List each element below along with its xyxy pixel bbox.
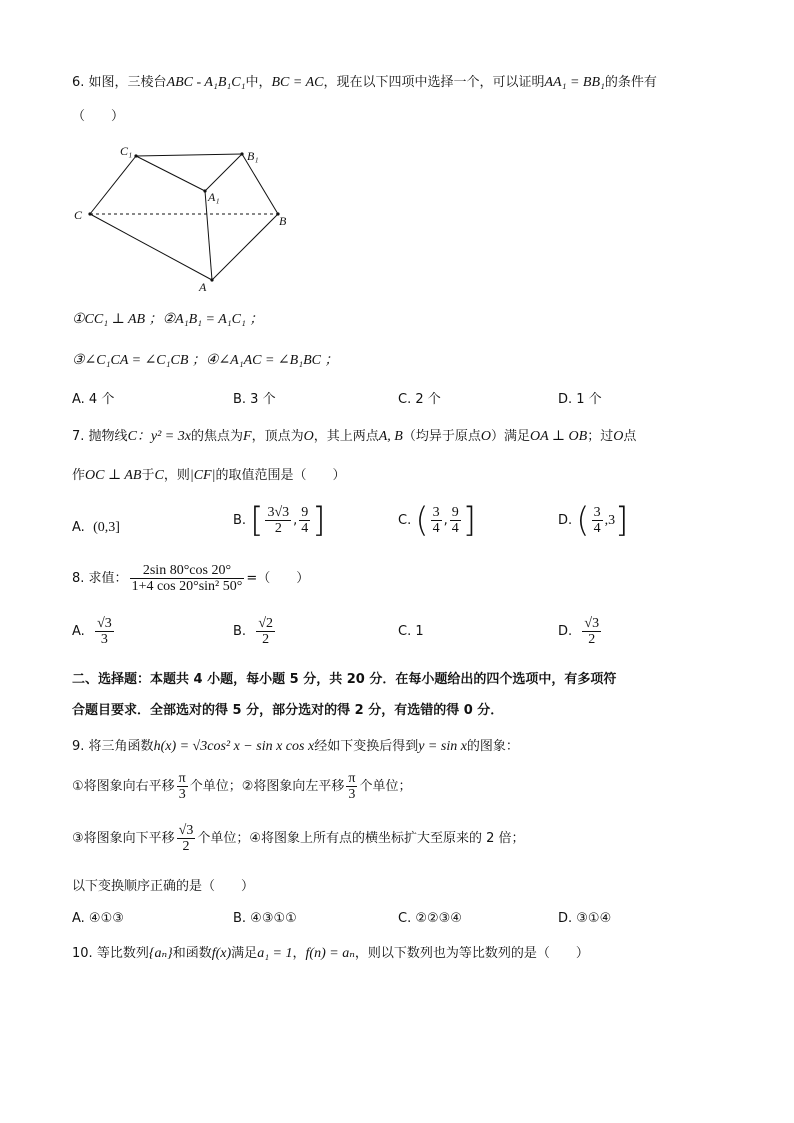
edge-AA1: [205, 191, 212, 280]
q6-condition: BC = AC: [271, 75, 324, 90]
edge-AB: [212, 214, 278, 280]
q8-number: 8.: [72, 571, 85, 586]
edge-C1A1: [136, 156, 205, 191]
q7-option-b[interactable]: B. [ $\frac{3√3}{2}$ , $\frac{9}{4}$ ]: [233, 500, 326, 541]
vertex-A1: [203, 189, 206, 192]
q7-option-c[interactable]: C. ( $\frac{3}{4}$ , $\frac{9}{4}$ ]: [398, 500, 477, 541]
q6-conditions-3-4: ③∠C₁CA = ∠C₁CB ；④∠A₁AC = ∠B₁BC ；: [72, 353, 339, 368]
q8-fraction: $\frac{2\sin 80^\circ\cos 20^\circ}{\text{1+4 cos 20°sin² 50°}}$: [131, 563, 243, 594]
section2-instructions-line1: 二、选择题：本题共 4 小题，每小题 5 分，共 20 分．在每小题给出的四个选项中，有多项符: [72, 672, 617, 687]
q6-paren: （ ）: [72, 109, 125, 124]
q6-conditions-1-2: ①CC₁ ⊥ AB ；②A₁B₁ = A₁C₁ ；: [72, 312, 264, 327]
q9-ask: 以下变换顺序正确的是（ ）: [72, 879, 255, 894]
q8-option-c[interactable]: C. 1: [398, 624, 424, 639]
label-C: C: [74, 208, 83, 222]
q8-option-b[interactable]: B. $\frac{√2}{2}$: [233, 616, 274, 647]
q6-stem: 6. 如图，三棱台ABC - A₁B₁C₁中，BC = AC，现在以下四项中选择一个，可以证明AA₁ = BB₁的条件有: [72, 75, 657, 90]
vertex-B1: [240, 152, 243, 155]
q6-frustum: ABC - A₁B₁C₁: [166, 75, 246, 90]
label-B1: B₁: [247, 149, 259, 163]
q8-stem: 8. 求值： $\frac{2\sin 80^\circ\cos 20^\circ}{\text{1+4 cos 20°sin² 50°}}$ =（ ）: [72, 563, 310, 594]
q6-claim: AA₁ = BB₁: [544, 75, 605, 90]
q6-option-c[interactable]: C. 2 个: [398, 392, 441, 407]
q10-number: 10.: [72, 946, 93, 961]
q6-frustum-figure: [70, 138, 300, 298]
edge-CA: [90, 214, 212, 280]
vertex-A: [210, 278, 213, 281]
q6-option-a[interactable]: A. 4 个: [72, 392, 115, 407]
q7-stem-line1: 7. 抛物线C：y² = 3x的焦点为F，顶点为O，其上两点A, B（均异于原点O）满足OA ⊥ OB；过O点: [72, 429, 637, 444]
q9-stem: 9. 将三角函数h(x) = √3cos² x − sin x cos x经如下变换后得到y = sin x的图象：: [72, 739, 519, 754]
q9-option-d[interactable]: D. ③①④: [558, 911, 612, 926]
label-A: A: [199, 280, 207, 294]
label-C1: C₁: [120, 144, 133, 158]
q7-stem-line2: 作OC ⊥ AB于C，则|CF|的取值范围是（ ）: [72, 468, 346, 483]
vertex-C: [88, 212, 91, 215]
q8-option-d[interactable]: D. $\frac{√3}{2}$: [558, 616, 600, 647]
q9-number: 9.: [72, 739, 85, 754]
q10-stem: 10. 等比数列{aₙ}和函数f(x)满足a₁ = 1，f(n) = aₙ，则以下数列也为等比数列的是（ ）: [72, 946, 589, 961]
q8-option-a[interactable]: A. $\frac{√3}{3}$: [72, 616, 112, 647]
label-A1: A₁: [208, 190, 220, 204]
q6-option-d[interactable]: D. 1 个: [558, 392, 602, 407]
q9-steps-1-2: ①将图象向右平移 $\frac{\pi}{3}$ 个单位；②将图象向左平移 $\frac{\pi}{3}$ 个单位；: [72, 771, 412, 802]
section2-instructions-line2: 合题目要求．全部选对的得 5 分，部分选对的得 2 分，有选错的得 0 分．: [72, 703, 504, 718]
edge-C1B1: [136, 154, 242, 156]
q9-option-c[interactable]: C. ②②③④: [398, 911, 462, 926]
q7-number: 7.: [72, 429, 85, 444]
q7-option-a[interactable]: A. (0,3]: [72, 520, 120, 535]
q6-number: 6.: [72, 75, 85, 90]
edge-A1B1: [205, 154, 242, 191]
edge-BB1: [242, 154, 278, 214]
label-B: B: [279, 214, 287, 228]
q7-option-d[interactable]: D. ( $\frac{3}{4}$ ,3]: [558, 500, 629, 541]
q9-option-b[interactable]: B. ④③①①: [233, 911, 297, 926]
q6-option-b[interactable]: B. 3 个: [233, 392, 276, 407]
vertex-C1: [134, 154, 137, 157]
edge-CC1: [90, 156, 136, 214]
q9-option-a[interactable]: A. ④①③: [72, 911, 124, 926]
q9-steps-3-4: ③将图象向下平移 $\frac{√3}{2}$ 个单位；④将图象上所有点的横坐标扩大至原来的 2 倍；: [72, 823, 525, 854]
